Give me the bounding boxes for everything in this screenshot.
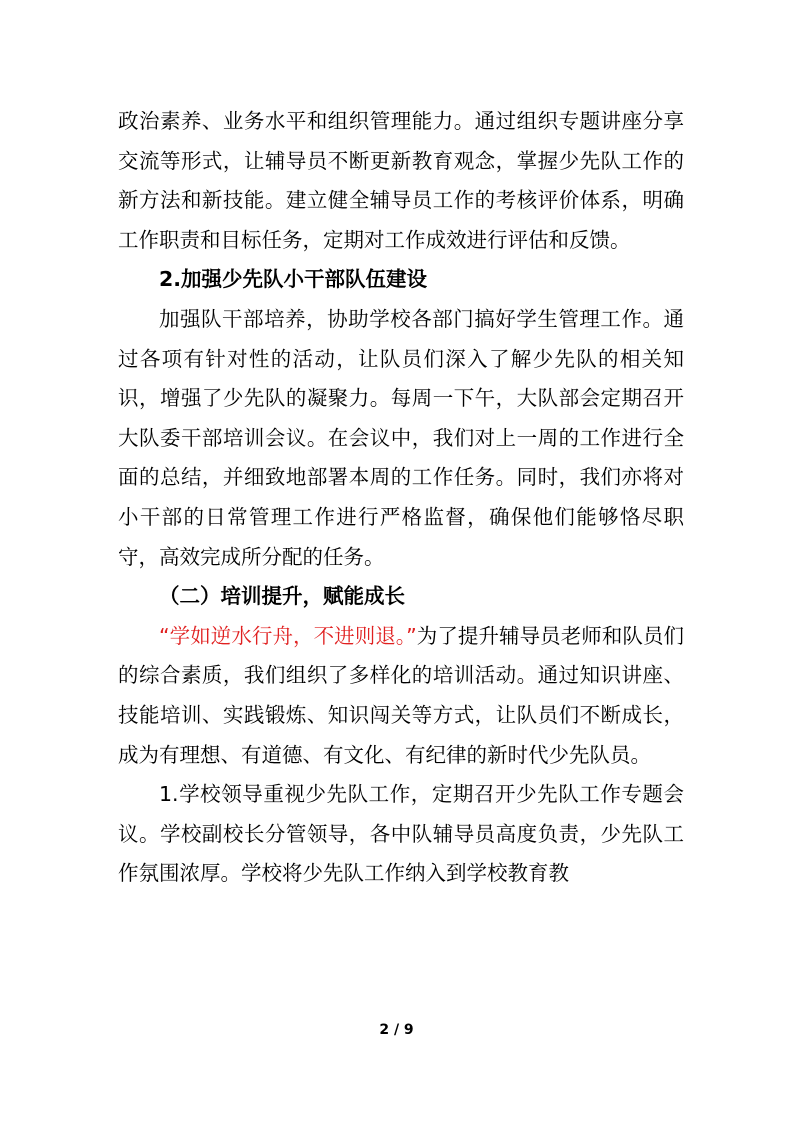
- quote-text: “学如逆水行舟，不进则退。”: [159, 623, 417, 648]
- section-heading-cadre-team: 2.加强少先队小干部队伍建设: [159, 267, 428, 292]
- paragraph-training: [118, 617, 684, 775]
- paragraph-1: 政治素养、业务水平和组织管理能力。通过组织专题讲座分享交流等形式，让辅导员不断更新教育观念，掌握少先队工作的新方法和新技能。建立健全辅导员工作的考核评价体系，明确工作职责和目标任务，定期对工作成效进行评估和反馈。: [118, 109, 684, 252]
- section-heading-training: （二）培训提升，赋能成长: [159, 584, 405, 609]
- paragraph-training-body: 为了提升辅导员老师和队员们的综合素质，我们组织了多样化的培训活动。通过知识讲座、技能培训、实践锻炼、知识闯关等方式，让队员们不断成长，成为有理想、有道德、有文化、有纪律的新时代少先队员。: [118, 623, 684, 767]
- page-number: 2 / 9: [379, 1022, 414, 1038]
- document-page: [118, 102, 684, 894]
- paragraph-cadre-training: 加强队干部培养，协助学校各部门搞好学生管理工作。通过各项有针对性的活动，让队员们深入了解少先队的相关知识，增强了少先队的凝聚力。每周一下午，大队部会定期召开大队委干部培训会议。在会议中，我们对上一周的工作进行全面的总结，并细致地部署本周的工作任务。同时，我们亦将对小干部的日常管理工作进行严格监督，确保他们能够恪尽职守，高效完成所分配的任务。: [118, 306, 684, 569]
- paragraph-leadership: 1.学校领导重视少先队工作，定期召开少先队工作专题会议。学校副校长分管领导，各中队辅导员高度负责，少先队工作氛围浓厚。学校将少先队工作纳入到学校教育教: [118, 782, 684, 886]
